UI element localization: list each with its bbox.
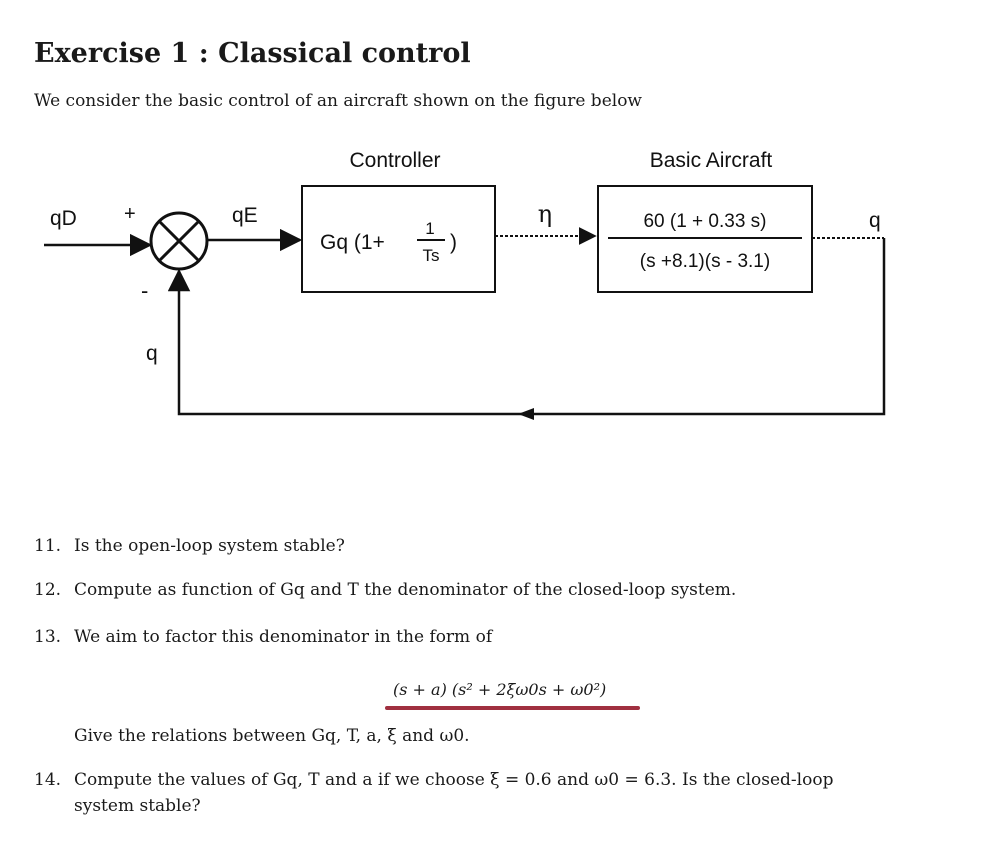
factored-equation: (s + a) (s² + 2ξω0s + ω0²) <box>393 680 607 699</box>
block-diagram <box>0 130 989 430</box>
eta-label: η <box>537 200 553 228</box>
summing-junction <box>151 213 207 269</box>
question-text: We aim to factor this denominator in the form of <box>74 627 493 647</box>
feedback-label: q <box>146 342 158 365</box>
question-12 <box>34 580 736 600</box>
question-text: Is the open-loop system stable? <box>74 536 345 556</box>
plus-sign: + <box>124 203 136 225</box>
controller-frac-den: Ts <box>422 246 440 265</box>
controller-close: ) <box>450 231 457 254</box>
input-label: qD <box>50 207 77 230</box>
question-number: 12. <box>34 580 62 600</box>
feedback-arrowhead <box>518 408 534 420</box>
question-text: Compute as function of Gq and T the denominator of the closed-loop system. <box>74 580 737 600</box>
question-text: Compute the values of Gq, T and a if we choose ξ = 0.6 and ω0 = 6.3. Is the closed-loop <box>74 770 834 790</box>
aircraft-denominator: (s +8.1)(s - 3.1) <box>639 251 771 272</box>
intro-text: We consider the basic control of an aircraft shown on the figure below <box>34 91 642 111</box>
controller-gain: Gq (1+ <box>320 231 385 254</box>
question-number: 13. <box>34 627 62 647</box>
highlight-underline <box>385 706 640 710</box>
error-label: qE <box>232 204 258 227</box>
controller-frac-num: 1 <box>425 219 435 238</box>
question-number: 11. <box>34 536 62 556</box>
exercise-title: Exercise 1 : Classical control <box>34 38 471 69</box>
feedback-path <box>179 238 884 414</box>
question-11 <box>34 536 345 556</box>
aircraft-numerator: 60 (1 + 0.33 s) <box>643 211 767 232</box>
minus-sign: - <box>141 278 149 303</box>
aircraft-label: Basic Aircraft <box>649 149 773 172</box>
relation-text: Give the relations between Gq, T, a, ξ and ω0. <box>74 726 470 746</box>
controller-label: Controller <box>349 149 441 172</box>
question-13 <box>34 627 492 647</box>
question-14 <box>34 770 833 790</box>
question-14-continued: system stable? <box>74 796 201 816</box>
question-number: 14. <box>34 770 62 790</box>
output-label: q <box>869 209 881 232</box>
